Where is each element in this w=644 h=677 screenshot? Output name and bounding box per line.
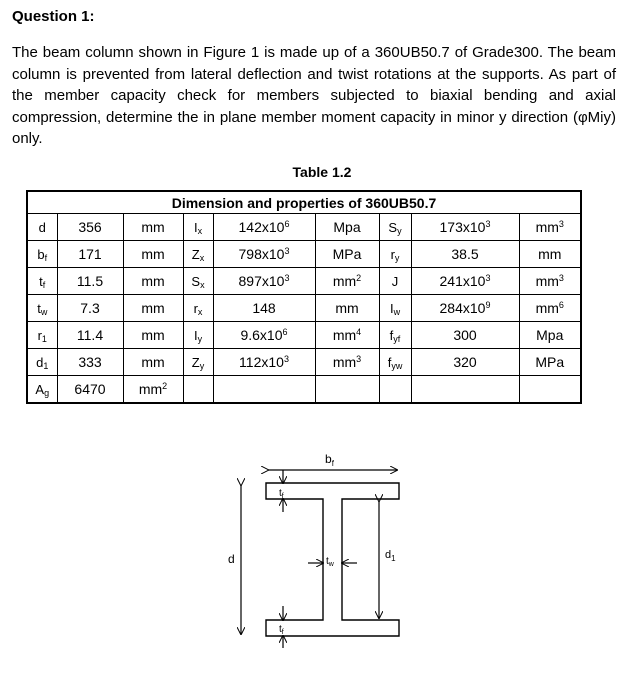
table-cell <box>213 322 315 349</box>
subscript-text: yw <box>391 360 403 371</box>
superscript-text: 2 <box>356 273 362 283</box>
unit-text: MPa <box>535 354 565 370</box>
subscript-text: y <box>394 252 400 263</box>
unit-text: mm <box>141 354 165 370</box>
value-text: 142x10 <box>238 219 285 235</box>
table-cell <box>27 376 57 404</box>
table-row <box>27 241 581 268</box>
superscript-text: 3 <box>356 354 362 364</box>
value-text: 173x10 <box>439 219 486 235</box>
table-cell <box>27 214 57 241</box>
symbol-text: A <box>35 381 45 397</box>
subscript-text: w <box>40 306 48 317</box>
superscript-text: 6 <box>284 219 290 229</box>
value-text: 9.6x10 <box>240 327 283 343</box>
table-cell <box>213 214 315 241</box>
symbol-text: d <box>36 354 44 370</box>
table-cell <box>183 268 213 295</box>
table-cell <box>315 349 379 376</box>
symbol-text: f <box>387 354 392 370</box>
tw-label: $t_w$ <box>326 556 334 568</box>
table-cell <box>519 214 581 241</box>
table-cell <box>379 349 411 376</box>
table-cell <box>27 295 57 322</box>
table-cell <box>411 349 519 376</box>
unit-text: mm <box>141 246 165 262</box>
table-cell <box>27 268 57 295</box>
superscript-text: 6 <box>558 300 564 310</box>
subscript-text: f <box>44 252 48 263</box>
unit-text: mm <box>332 354 357 370</box>
superscript-text: 3 <box>284 273 290 283</box>
tf-top-label: $t_f$ <box>279 488 284 500</box>
superscript-text: 6 <box>282 327 288 337</box>
properties-table <box>26 190 582 404</box>
table-cell <box>379 376 411 404</box>
table-cell <box>213 268 315 295</box>
subscript-text: f <box>42 279 46 290</box>
unit-text: mm <box>138 381 163 397</box>
table-cell <box>519 322 581 349</box>
table-cell <box>57 376 123 404</box>
unit-text: mm <box>332 273 357 289</box>
value-text: 11.4 <box>76 327 104 343</box>
superscript-text: 3 <box>284 246 290 256</box>
unit-text: mm <box>332 327 357 343</box>
symbol-text: J <box>391 273 399 289</box>
superscript-text: 3 <box>558 219 564 229</box>
table-row <box>27 376 581 404</box>
unit-text: Mpa <box>333 219 361 235</box>
table-row <box>27 322 581 349</box>
table-title: Dimension and properties of 360UB50.7 <box>27 191 581 214</box>
subscript-text: y <box>397 225 402 236</box>
table-cell <box>27 241 57 268</box>
table-cell <box>183 241 213 268</box>
table-cell <box>183 349 213 376</box>
table-cell <box>57 349 123 376</box>
table-cell <box>123 349 183 376</box>
table-cell <box>315 322 379 349</box>
superscript-text: 3 <box>485 219 491 229</box>
superscript-text: 3 <box>485 273 491 283</box>
value-text: 798x10 <box>238 246 285 262</box>
table-cell <box>183 376 213 404</box>
table-cell <box>411 376 519 404</box>
table-cell <box>379 241 411 268</box>
d1-label: $d_1$ <box>385 549 396 563</box>
symbol-text: S <box>388 219 398 235</box>
table-title-row <box>27 191 581 214</box>
table-cell <box>315 295 379 322</box>
unit-text: mm <box>141 327 165 343</box>
symbol-text: d <box>38 219 46 235</box>
unit-text: mm <box>538 246 562 262</box>
symbol-text: S <box>191 273 201 289</box>
symbol-text: I <box>389 300 394 316</box>
subscript-text: 1 <box>43 360 49 371</box>
table-cell <box>519 376 581 404</box>
table-cell <box>123 214 183 241</box>
question-heading: Question 1: <box>12 8 95 25</box>
table-body <box>27 214 581 404</box>
unit-text: mm <box>141 219 165 235</box>
d-label: d <box>228 552 235 566</box>
table-cell <box>315 241 379 268</box>
symbol-text: f <box>389 327 394 343</box>
table-cell <box>123 322 183 349</box>
value-text: 171 <box>78 246 102 262</box>
unit-text: MPa <box>332 246 362 262</box>
table-cell <box>213 349 315 376</box>
table-cell <box>315 268 379 295</box>
subscript-text: g <box>44 387 50 398</box>
table-cell <box>519 268 581 295</box>
table-cell <box>27 322 57 349</box>
value-text: 320 <box>453 354 477 370</box>
table-cell <box>213 376 315 404</box>
unit-text: mm <box>335 300 359 316</box>
table-row <box>27 349 581 376</box>
table-cell <box>183 214 213 241</box>
unit-text: mm <box>535 273 559 289</box>
superscript-text: 9 <box>485 300 491 310</box>
table-cell <box>27 349 57 376</box>
table-cell <box>411 241 519 268</box>
table-cell <box>123 295 183 322</box>
value-text: 11.5 <box>76 273 104 289</box>
symbol-text: b <box>37 246 45 262</box>
table-cell <box>411 322 519 349</box>
subscript-text: x <box>197 306 203 317</box>
tf-bottom-label: $t_f$ <box>279 624 284 636</box>
subscript-text: x <box>200 279 205 290</box>
subscript-text: y <box>199 360 205 371</box>
table-row <box>27 295 581 322</box>
bf-label: $b_f$ <box>325 452 334 468</box>
table-caption: Table 1.2 <box>292 164 352 180</box>
value-text: 333 <box>78 354 102 370</box>
subscript-text: y <box>197 333 203 344</box>
table-cell <box>315 376 379 404</box>
subscript-text: w <box>393 306 401 317</box>
table-cell <box>123 241 183 268</box>
i-beam-figure <box>0 440 644 677</box>
symbol-text: I <box>193 219 198 235</box>
table-cell <box>411 295 519 322</box>
symbol-text: r <box>37 327 42 343</box>
unit-text: Mpa <box>536 327 564 343</box>
symbol-text: Z <box>191 354 200 370</box>
superscript-text: 3 <box>558 273 564 283</box>
value-text: 241x10 <box>439 273 486 289</box>
table-row <box>27 268 581 295</box>
table-cell <box>213 241 315 268</box>
symbol-text: t <box>37 300 41 316</box>
superscript-text: 2 <box>162 381 168 391</box>
symbol-text: I <box>193 327 198 343</box>
value-text: 897x10 <box>238 273 285 289</box>
table-cell <box>379 322 411 349</box>
value-text: 356 <box>78 219 102 235</box>
symbol-text: Z <box>191 246 200 262</box>
value-text: 284x10 <box>439 300 486 316</box>
table-cell <box>411 214 519 241</box>
value-text: 7.3 <box>80 300 100 316</box>
table-cell <box>123 376 183 404</box>
table-cell <box>519 349 581 376</box>
value-text: 300 <box>453 327 477 343</box>
table-cell <box>57 295 123 322</box>
superscript-text: 3 <box>283 354 289 364</box>
unit-text: mm <box>535 300 559 316</box>
subscript-text: 1 <box>41 333 47 344</box>
table-row <box>27 214 581 241</box>
subscript-text: x <box>199 252 205 263</box>
subscript-text: yf <box>393 333 401 344</box>
subscript-text: x <box>197 225 203 236</box>
table-cell <box>57 268 123 295</box>
table-cell <box>411 268 519 295</box>
unit-text: mm <box>141 300 165 316</box>
table-cell <box>183 295 213 322</box>
question-text: The beam column shown in Figure 1 is made up of a 360UB50.7 of Grade300. The beam column is prevented from lateral deflection and twist rotations at the supports. As part of the member capacity check for members subjected to biaxial bending and axial compression, determine the in plane member moment capacity in minor y direction (φMiy) only. <box>12 44 616 147</box>
symbol-text: t <box>39 273 43 289</box>
table-cell <box>519 295 581 322</box>
table-cell <box>57 241 123 268</box>
table-cell <box>379 268 411 295</box>
symbol-text: r <box>193 300 198 316</box>
table-cell <box>519 241 581 268</box>
table-cell <box>379 214 411 241</box>
value-text: 38.5 <box>451 246 479 262</box>
superscript-text: 4 <box>356 327 362 337</box>
table-cell <box>183 322 213 349</box>
unit-text: mm <box>535 219 559 235</box>
table-cell <box>315 214 379 241</box>
value-text: 148 <box>252 300 276 316</box>
table-cell <box>379 295 411 322</box>
table-cell <box>57 214 123 241</box>
table-cell <box>213 295 315 322</box>
table-cell <box>123 268 183 295</box>
value-text: 6470 <box>74 381 106 397</box>
value-text: 112x10 <box>239 354 284 370</box>
table-cell <box>57 322 123 349</box>
unit-text: mm <box>141 273 165 289</box>
symbol-text: r <box>390 246 395 262</box>
